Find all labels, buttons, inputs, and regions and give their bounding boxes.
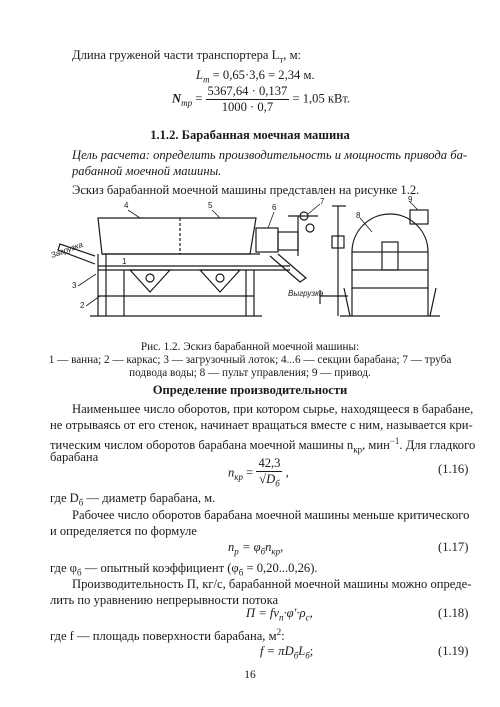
equation-1-17: $n_р = \varphi_бn_{кр}$,	[228, 540, 284, 557]
para1-line3: тическим числом оборотов барабана моечной машины $n_{кр}$, мин$^{-1}$. Для гладкого	[50, 436, 476, 455]
section-heading: 1.1.2. Барабанная моечная машина	[150, 128, 350, 142]
fig-label-7: 7	[320, 197, 325, 206]
eq-number-1-19: (1.19)	[438, 644, 469, 658]
figure-caption-1: Рис. 1.2. Эскиз барабанной моечной машины:	[140, 341, 360, 353]
eq-number-1-17: (1.17)	[438, 540, 469, 554]
goal-line-2: рабанной моечной машины.	[72, 164, 222, 178]
eq-number-1-18: (1.18)	[438, 606, 469, 620]
length-equation: $L_т = 0,65\cdot 3,6 = 2,34$ м.	[196, 68, 315, 85]
goal-line-1: Цель расчета: определить производительность и мощность привода ба-	[72, 148, 468, 162]
para3-line2: лить по уравнению непрерывности потока	[50, 593, 279, 607]
unload-label: Выгрузка	[288, 289, 324, 298]
equation-1-19: $f = \pi D_бL_б$;	[260, 644, 314, 661]
fig-label-2: 2	[80, 301, 85, 310]
fig-label-9: 9	[408, 196, 413, 204]
washing-machine-sketch	[0, 196, 500, 336]
fig-label-6: 6	[272, 203, 277, 212]
para1-line4: барабана	[50, 450, 99, 464]
load-label: Загрузка	[49, 239, 85, 260]
where-phi: где $\varphi_б$ — опытный коэффициент $(\varphi_б = 0,20...0,26)$.	[50, 561, 318, 578]
tank	[58, 244, 290, 292]
fig-label-4: 4	[124, 201, 129, 210]
sketch-sentence: Эскиз барабанной моечной машины представлен на рисунке 1.2.	[72, 183, 420, 197]
equation-1-18: $П = fv_п\cdot\varphi'\cdot\rho_с$,	[246, 606, 313, 623]
para1-line1: Наименьшее число оборотов, при котором сырье, находящееся в барабане,	[72, 402, 474, 416]
para3-line1: Производительность П, кг/с, барабанной моечной машины можно опреде-	[72, 577, 472, 591]
para1-line2: не отрываясь от его стенок, начинает вращаться вместе с ним, называется кри-	[50, 418, 473, 432]
page-number: 16	[244, 669, 256, 681]
fig-label-8: 8	[356, 211, 361, 220]
para2-line1: Рабочее число оборотов барабана моечной машины меньше критического	[72, 508, 470, 522]
power-equation: $N_{тр}$ = $\frac{5367,64 \cdot 0,137}{1000 \cdot 0,7}$ = 1,05 кВт.	[172, 84, 351, 114]
drum-side-view	[98, 212, 318, 256]
fig-label-5: 5	[208, 201, 213, 210]
length-text: Длина груженой части транспортера $L_т$, м:	[72, 48, 302, 65]
figure-caption-3: подвода воды; 8 — пульт управления; 9 — привод.	[129, 367, 371, 379]
equation-1-16: $n_{кр}$ = $\frac{42,3}{√D_б}$ ,	[228, 456, 289, 489]
where-f: где f — площадь поверхности барабана, $м^2$:	[50, 627, 285, 644]
eq-number-1-16: (1.16)	[438, 462, 469, 476]
fig-label-1: 1	[122, 257, 127, 266]
para2-line2: и определяется по формуле	[50, 524, 197, 538]
power-fraction: $\frac{5367,64 \cdot 0,137}{1000 \cdot 0,7}$	[207, 84, 288, 114]
fig-label-3: 3	[72, 281, 77, 290]
drum-front-view	[320, 206, 440, 316]
where-d: где $D_б$ — диаметр барабана, м.	[50, 491, 216, 508]
productivity-heading: Определение производительности	[152, 383, 348, 397]
figure-caption-2: 1 — ванна; 2 — каркас; 3 — загрузочный лоток; 4...6 — секции барабана; 7 — труба	[48, 354, 452, 366]
